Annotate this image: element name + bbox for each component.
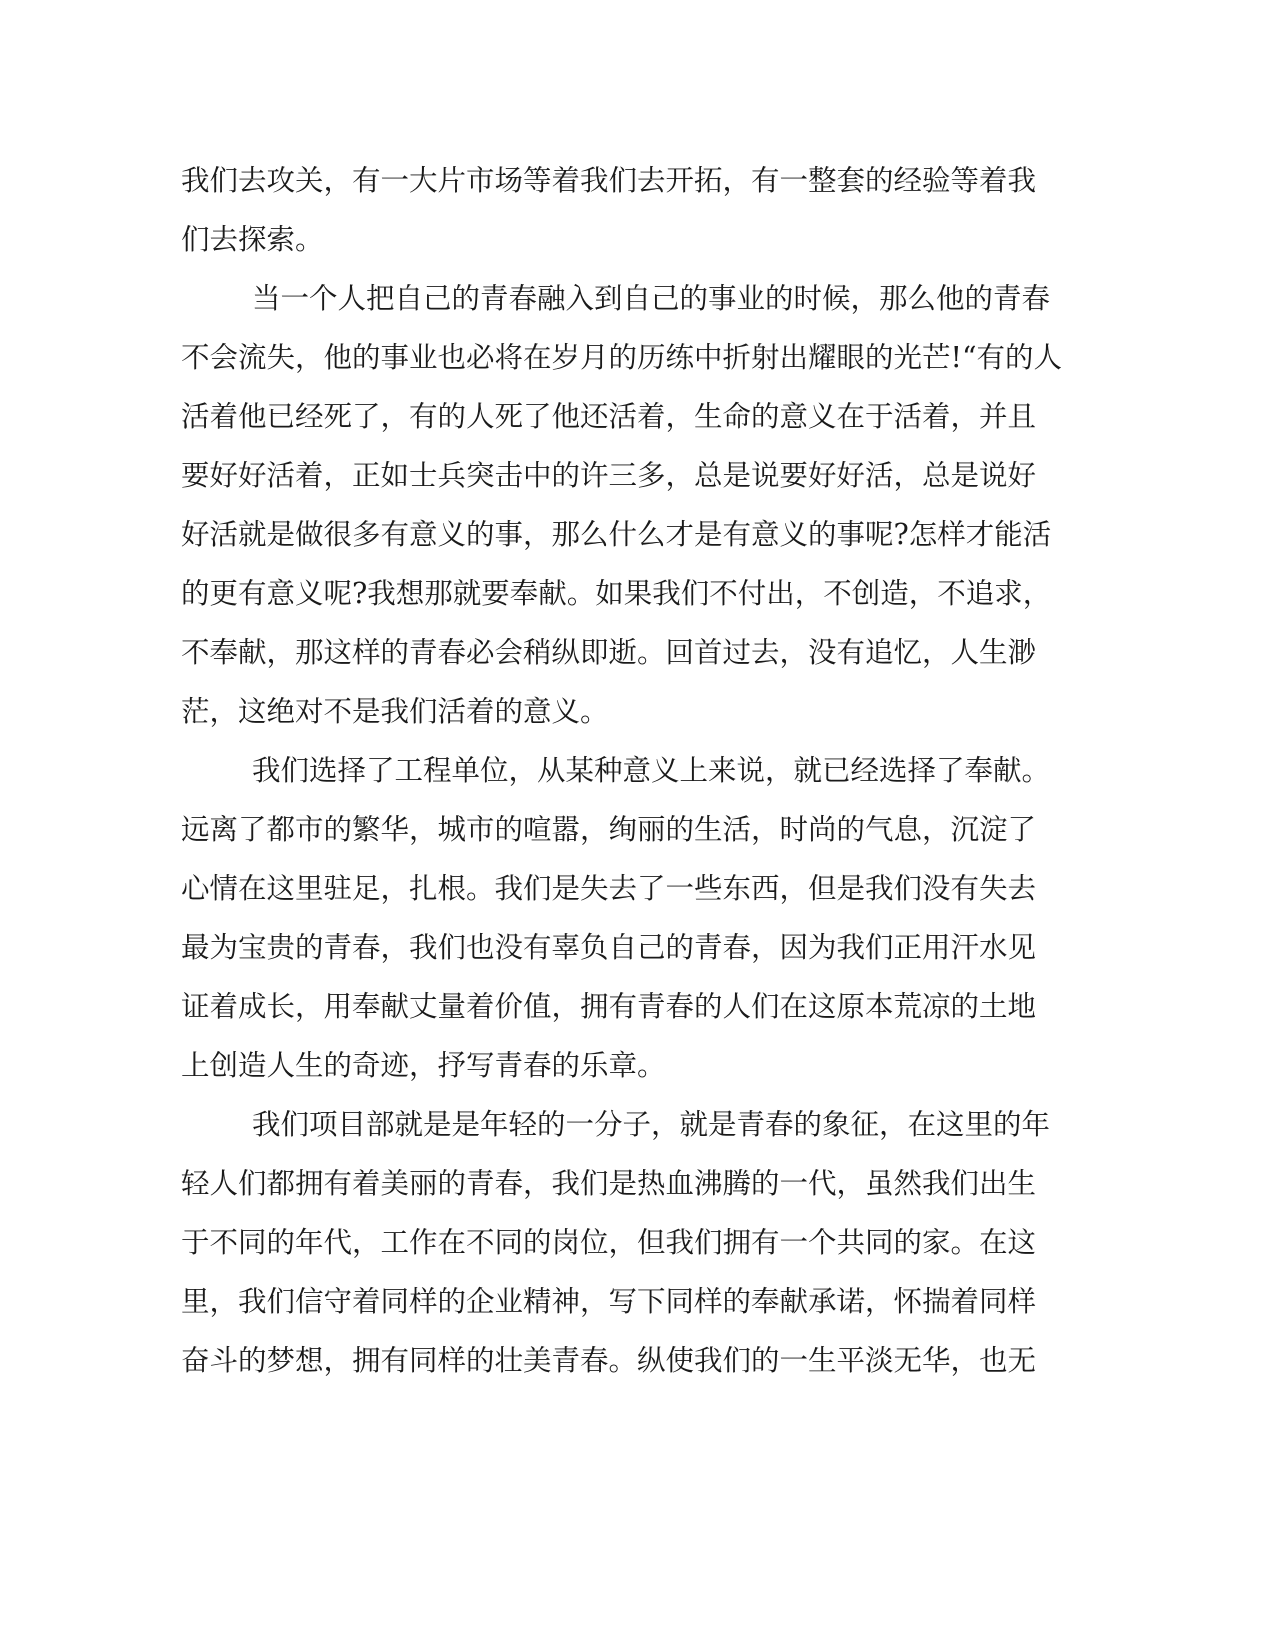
text-line: 我们项目部就是是年轻的一分子，就是青春的象征，在这里的年 (252, 1108, 1051, 1141)
text-line: 奋斗的梦想，拥有同样的壮美青春。纵使我们的一生平淡无华，也无 (181, 1344, 1037, 1377)
text-line: 轻人们都拥有着美丽的青春，我们是热血沸腾的一代，虽然我们出生 (181, 1167, 1037, 1200)
text-line: 最为宝贵的青春，我们也没有辜负自己的青春，因为我们正用汗水见 (181, 931, 1037, 964)
text-line: 心情在这里驻足，扎根。我们是失去了一些东西，但是我们没有失去 (181, 872, 1037, 905)
text-line: 不奉献，那这样的青春必会稍纵即逝。回首过去，没有追忆，人生渺 (181, 636, 1037, 669)
text-line: 我们选择了工程单位，从某种意义上来说，就已经选择了奉献。 (252, 754, 1051, 787)
text-line: 们去探索。 (181, 223, 324, 256)
text-line: 好活就是做很多有意义的事，那么什么才是有意义的事呢?怎样才能活 (181, 518, 1052, 551)
text-line: 活着他已经死了，有的人死了他还活着，生命的意义在于活着，并且 (181, 400, 1037, 433)
text-line: 要好好活着，正如士兵突击中的许三多，总是说要好好活，总是说好 (181, 459, 1037, 492)
text-line: 远离了都市的繁华，城市的喧嚣，绚丽的生活，时尚的气息，沉淀了 (181, 813, 1037, 846)
text-line: 上创造人生的奇迹，抒写青春的乐章。 (181, 1049, 666, 1082)
text-line: 于不同的年代，工作在不同的岗位，但我们拥有一个共同的家。在这 (181, 1226, 1037, 1259)
text-line: 证着成长，用奉献丈量着价值，拥有青春的人们在这原本荒凉的土地 (181, 990, 1037, 1023)
text-line: 茫，这绝对不是我们活着的意义。 (181, 695, 609, 728)
text-line: 里，我们信守着同样的企业精神，写下同样的奉献承诺，怀揣着同样 (181, 1285, 1037, 1318)
text-line: 当一个人把自己的青春融入到自己的事业的时候，那么他的青春 (252, 282, 1051, 315)
text-line: 不会流失，他的事业也必将在岁月的历练中折射出耀眼的光芒!“有的人 (181, 341, 1063, 374)
text-line: 我们去攻关，有一大片市场等着我们去开拓，有一整套的经验等着我 (181, 164, 1037, 197)
text-line: 的更有意义呢?我想那就要奉献。如果我们不付出，不创造，不追求， (181, 577, 1052, 610)
